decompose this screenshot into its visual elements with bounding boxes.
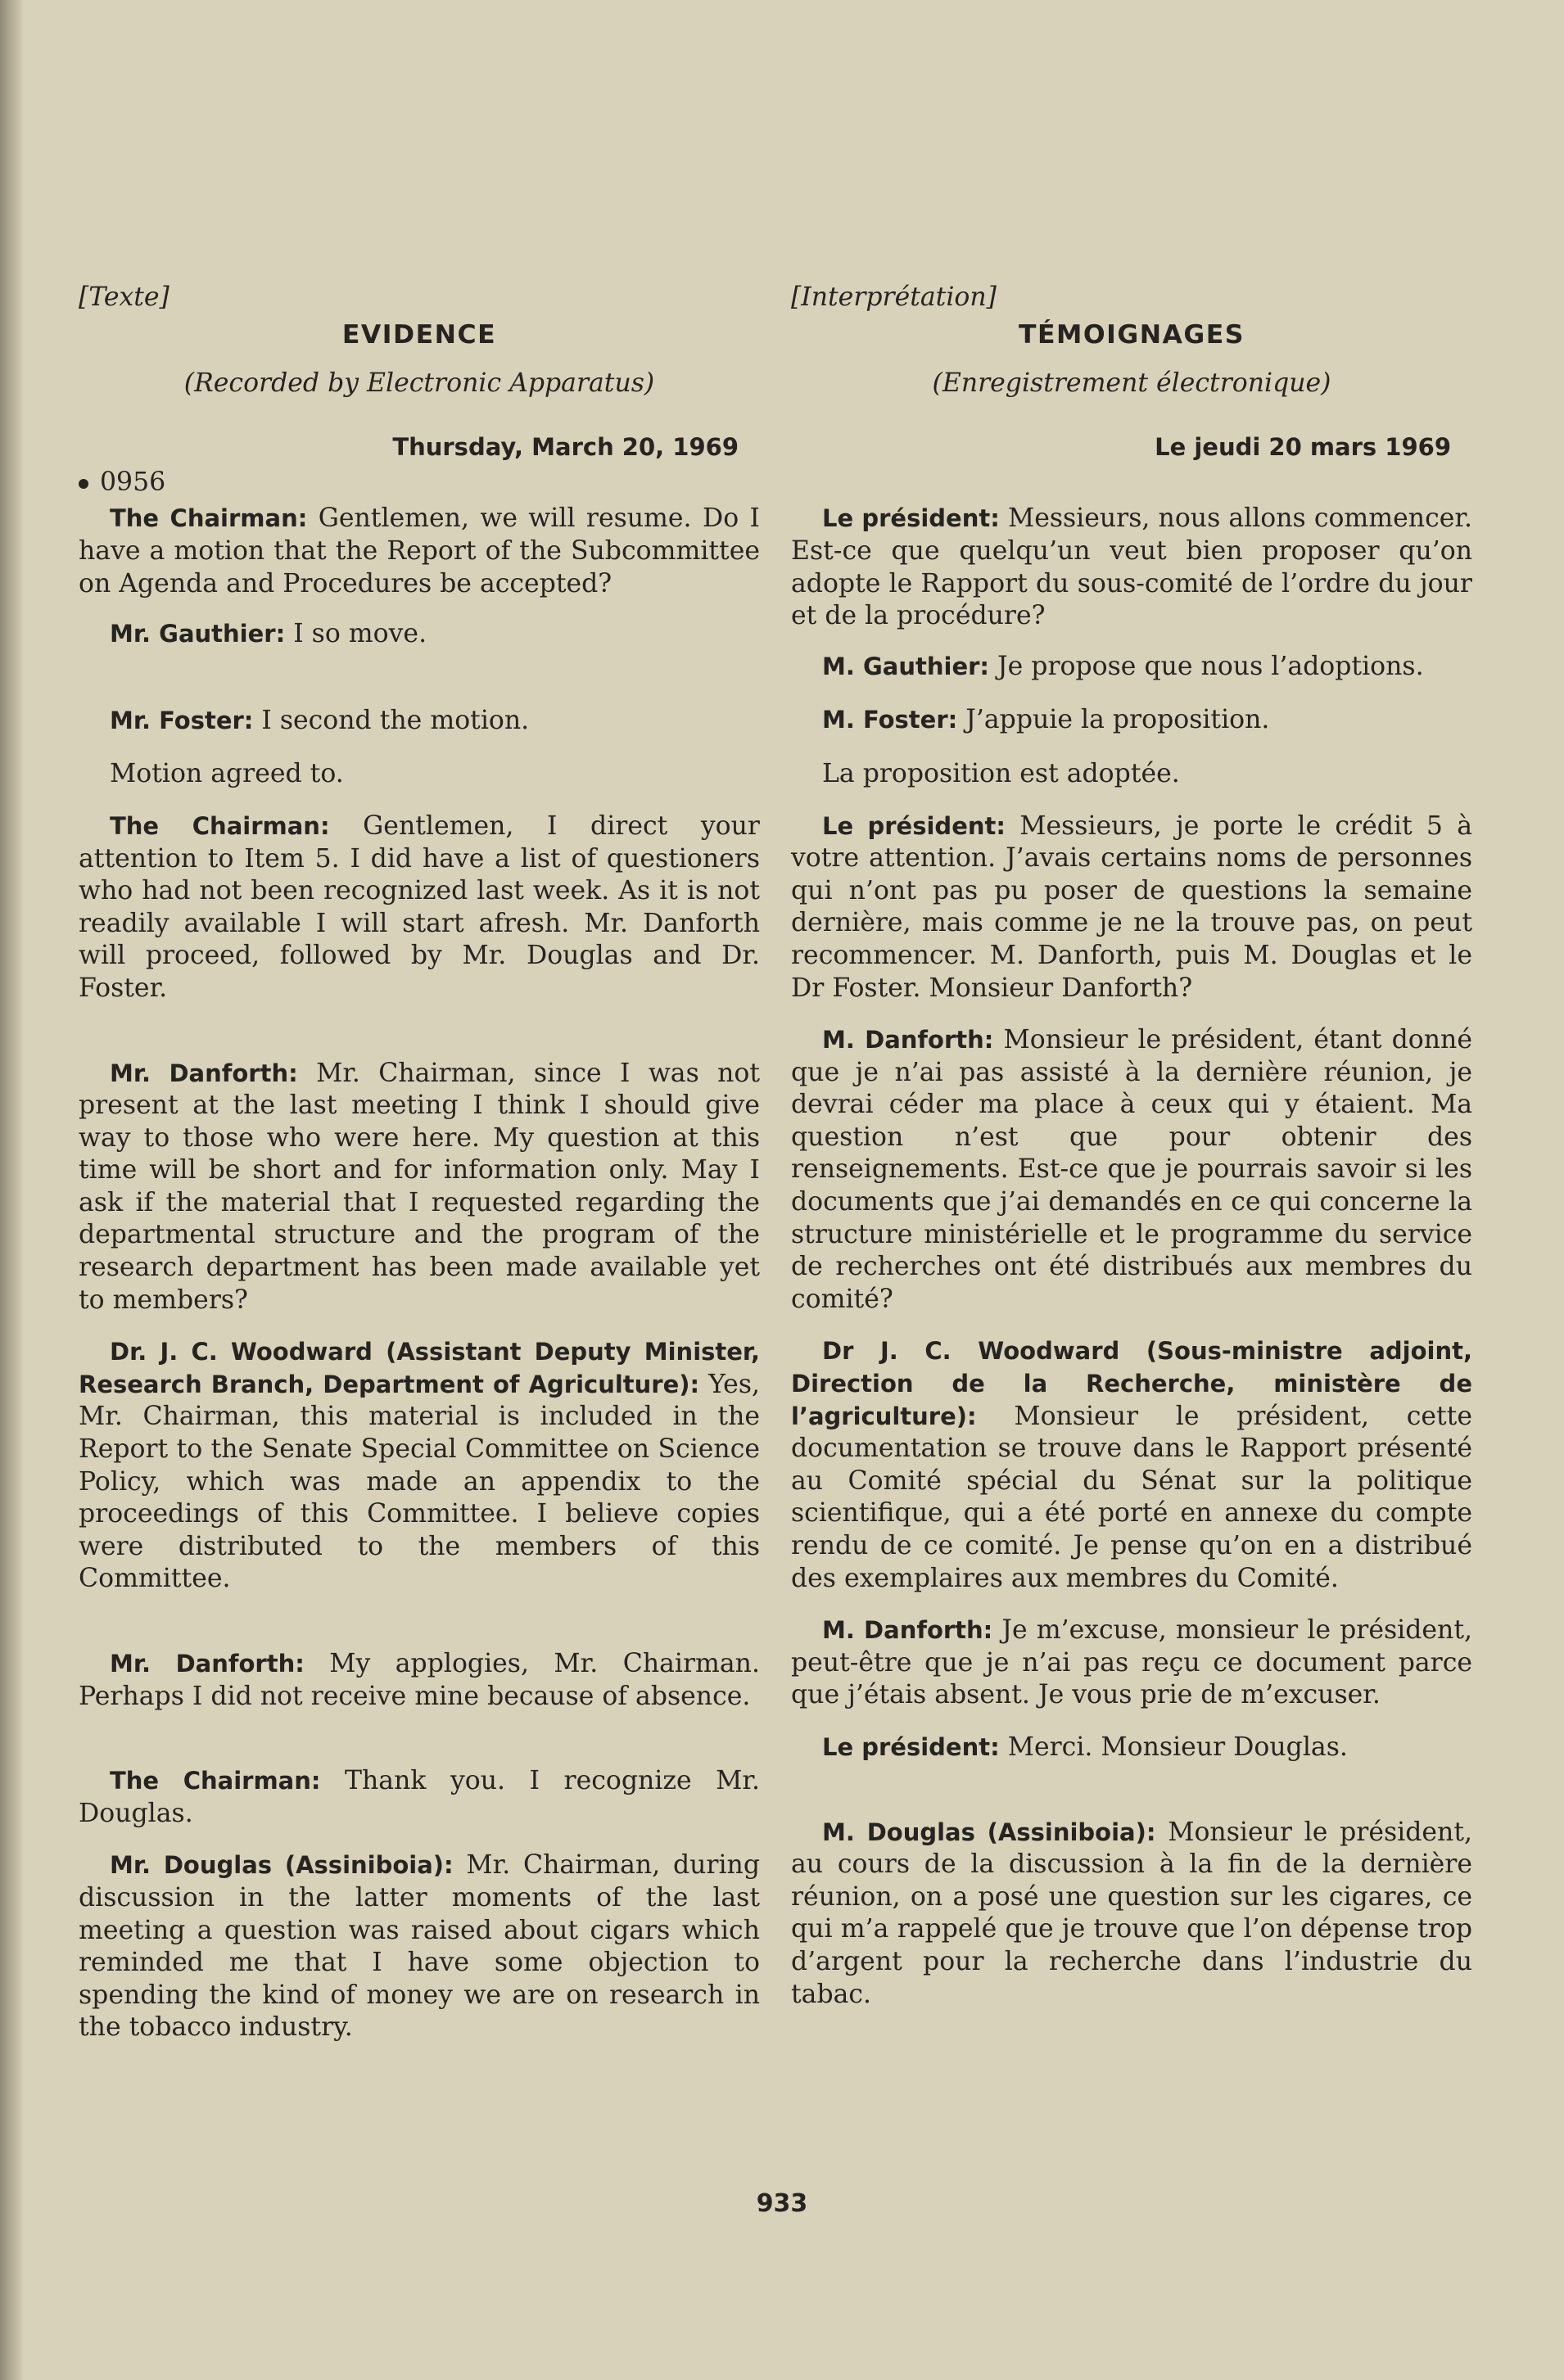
recording-note: (Enregistrement électronique) [932, 368, 1331, 399]
page-number: 933 [756, 2189, 808, 2218]
french-column [791, 282, 1472, 2011]
speaker-name: M. Gauthier: [822, 652, 990, 680]
paragraph-text: Monsieur le président, cette documentation se trouve dans le Rapport présenté au Comité spécial du Sénat sur la politique scientifique, qui a été porté en annexe du compte rendu de ce comité. Je pense qu’on en a distribué des exemplaires aux membres du Comité. [791, 1401, 1472, 1593]
speaker-name: Le président: [822, 504, 1000, 533]
speaker-name: Mr. Danforth: [110, 1059, 298, 1087]
paragraph [79, 1336, 760, 1596]
paragraph-text: Monsieur le président, au cours de la discussion à la fin de la dernière réunion, on a posé une question sur les cigares, ce qui m’a rappelé que je trouve que l’on dépense trop d’argent pour la recherche dans l’industrie du tabac. [791, 1817, 1473, 2009]
paragraph-text: Merci. Monsieur Douglas. [999, 1732, 1348, 1762]
paragraph [79, 1648, 760, 1713]
paragraph [79, 705, 760, 738]
speaker-name: M. Danforth: [822, 1616, 993, 1645]
time-stamp: 0956 [100, 467, 166, 498]
paragraph-text: Mr. Chairman, since I was not present at the last meeting I think I should give way to those who were here. My question at this time will be short and for information only. May I ask if the material that I requested regarding the departmental structure and the program of the research department has been made available yet to members? [79, 1058, 761, 1315]
speaker-name: M. Douglas (Assiniboia): [822, 1818, 1156, 1846]
text-label: [Texte] [79, 282, 170, 312]
time-marker-spacer [791, 467, 1472, 499]
paragraph-text: La proposition est adoptée. [822, 758, 1180, 788]
speaker-name: Mr. Gauthier: [110, 620, 286, 648]
paragraph-text: Je m’excuse, monsieur le président, peut-être que je n’ai pas reçu ce document parce que j’étais absent. Je vous prie de m’excuser. [791, 1615, 1472, 1710]
speaker-name: The Chairman: [110, 811, 330, 840]
paragraph [791, 811, 1472, 1005]
speaker-name: The Chairman: [110, 504, 308, 533]
paragraph [791, 704, 1472, 737]
speaker-name: M. Danforth: [822, 1026, 994, 1055]
paragraph [79, 1849, 760, 2044]
paragraph-text: Messieurs, je porte le crédit 5 à votre attention. J’avais certains noms de personnes qui n’ont pas pu poser de questions la semaine dernière, mais comme je ne la trouve pas, on peut recommencer. M. Danforth, puis M. Douglas et le Dr Foster. Monsieur Danforth? [791, 811, 1472, 1003]
paragraph [79, 618, 760, 651]
paragraph-text: J’appuie la proposition. [957, 705, 1270, 735]
evidence-heading: EVIDENCE [341, 319, 497, 350]
book-spine-shadow [0, 0, 23, 2380]
paragraph [79, 811, 760, 1005]
paragraph [791, 1335, 1472, 1595]
paragraph-text: I second the motion. [253, 705, 530, 735]
interpretation-label: [Interprétation] [791, 282, 997, 312]
paragraph [791, 651, 1472, 684]
paragraph [791, 1615, 1472, 1712]
paragraph [79, 758, 760, 791]
speaker-name: Mr. Danforth: [110, 1650, 305, 1678]
english-column [79, 282, 760, 2044]
session-date: Le jeudi 20 mars 1969 [1155, 432, 1451, 461]
paragraph-text: Yes, Mr. Chairman, this material is included in the Report to the Senate Special Committee on Science Policy, which was made an appendix to the proceedings of this Committee. I believe copies were distributed to the members of this Committee. [79, 1369, 760, 1594]
paragraph [791, 1732, 1472, 1764]
speaker-name: Le président: [822, 1732, 1000, 1761]
temoignages-heading: TÉMOIGNAGES [1018, 319, 1245, 350]
paragraph [791, 1024, 1472, 1316]
paragraph-text: Motion agreed to. [110, 759, 344, 789]
time-marker [79, 467, 760, 499]
speaker-name: Dr. J. C. Woodward (Assistant Deputy Minister, Research Branch, Department of Agriculture): [79, 1338, 760, 1398]
paragraph-text: Mr. Chairman, during discussion in the latter moments of the last meeting a question was raised about cigars which reminded me that I have some objection to spending the kind of money we are on research in the tobacco industry. [79, 1850, 760, 2043]
recording-note: (Recorded by Electronic Apparatus) [183, 368, 655, 399]
paragraph-text: Je propose que nous l’adoptions. [989, 651, 1424, 681]
paragraph [791, 1817, 1472, 2012]
speaker-name: M. Foster: [822, 706, 958, 734]
paragraph-text: Messieurs, nous allons commencer. Est-ce que quelqu’un veut bien proposer qu’on adopte le Rapport du sous-comité de l’ordre du jour et de la procédure? [791, 504, 1472, 631]
paragraph [79, 1765, 760, 1830]
paragraph [791, 758, 1472, 791]
paragraph [791, 503, 1472, 632]
paragraph-text: Monsieur le président, étant donné que je n’ai pas assisté à la dernière réunion, je devrai céder ma place à ceux qui y étaient. Ma question n’est que pour obtenir des renseignements. Est-ce que je pourrais savoir si les documents que j’ai demandés en ce qui concerne la structure ministérielle et le programme du service de recherches ont été distribués aux membres du comité? [791, 1025, 1472, 1314]
speaker-name: Dr J. C. Woodward (Sous-ministre adjoint, Direction de la Recherche, ministère de l’agriculture): [791, 1337, 1472, 1430]
paragraph-text: My applogies, Mr. Chairman. Perhaps I did not receive mine because of absence. [79, 1649, 760, 1711]
speaker-name: The Chairman: [110, 1767, 321, 1795]
paragraph-text: Gentlemen, we will resume. Do I have a motion that the Report of the Subcommittee on Agenda and Procedures be accepted? [79, 504, 760, 598]
speaker-name: Mr. Douglas (Assiniboia): [110, 1851, 454, 1880]
paragraph-text: I so move. [285, 619, 427, 649]
paragraph-text: Thank you. I recognize Mr. Douglas. [79, 1766, 760, 1828]
session-date: Thursday, March 20, 1969 [392, 432, 739, 461]
paragraph [79, 1058, 760, 1317]
paragraph-text: Gentlemen, I direct your attention to Item 5. I did have a list of questioners who had not been recognized last week. As it is not readily available I will start afresh. Mr. Danforth will proceed, followed by Mr. Douglas and Dr. Foster. [79, 811, 760, 1003]
speaker-name: Le président: [822, 811, 1006, 840]
bullet-icon [79, 479, 88, 489]
speaker-name: Mr. Foster: [110, 706, 254, 734]
paragraph [79, 503, 760, 600]
